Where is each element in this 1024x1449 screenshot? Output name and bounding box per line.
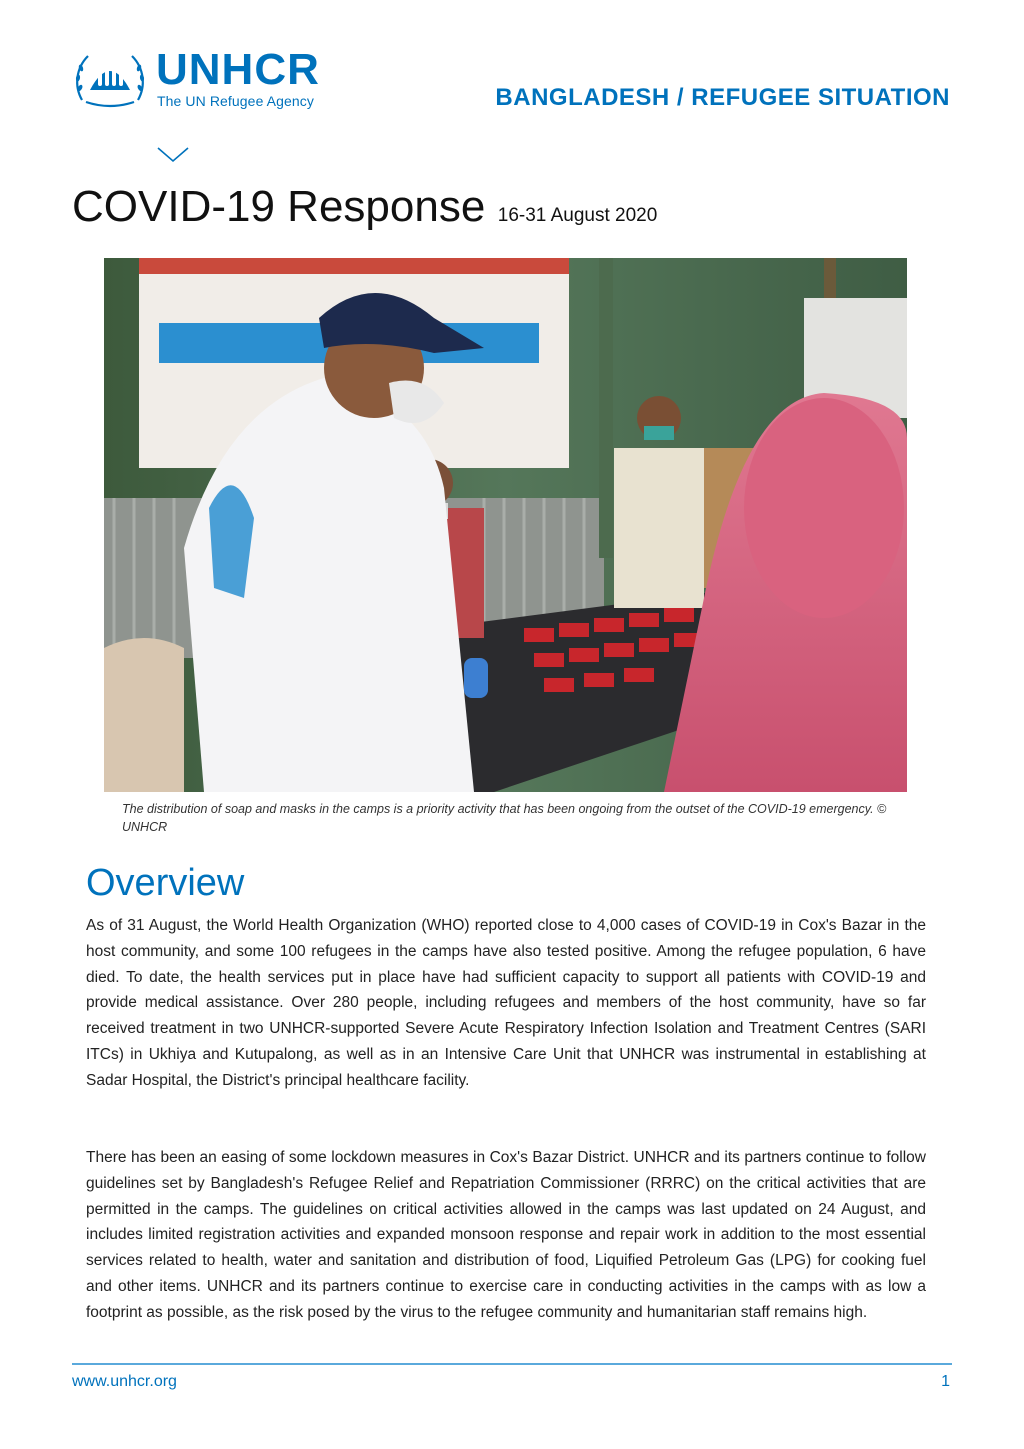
page-number: 1 [941, 1373, 950, 1390]
logo-tagline: The UN Refugee Agency [157, 93, 314, 109]
date-range: 16-31 August 2020 [497, 205, 658, 226]
unhcr-logo [72, 46, 342, 112]
cover-photo [104, 258, 907, 792]
chevron-down-icon [156, 146, 190, 164]
overview-heading: Overview [86, 862, 245, 904]
document-title: COVID-19 Response [72, 182, 486, 231]
footer-divider [72, 1363, 952, 1365]
footer-website-link[interactable]: www.unhcr.org [72, 1373, 177, 1390]
situation-label: BANGLADESH / REFUGEE SITUATION [495, 84, 950, 111]
unhcr-emblem-icon [72, 48, 148, 110]
overview-paragraph-2: There has been an easing of some lockdown measures in Cox's Bazar District. UNHCR and its partners continue to follow guidelines set by Bangladesh's Refugee Relief and Repatriation Commissioner (RRRC) on the critical activities that are permitted in the camps. The guidelines on critical activities allowed in the camps was last updated on 24 August, and includes limited registration activities and expanded monsoon response and repair work in addition to the most essential services related to health, water and sanitation and distribution of food, Liquified Petroleum Gas (LPG) for cooking fuel and other items. UNHCR and its partners continue to exercise care in conducting activities in the camps with as low a footprint as possible, as the risk posed by the virus to the refugee community and humanitarian staff remains high. [86, 1149, 926, 1321]
overview-paragraph-1: As of 31 August, the World Health Organization (WHO) reported close to 4,000 cases of COVID-19 in Cox's Bazar in the host community, and some 100 refugees in the camps have also tested positive. Among the refugee population, 6 have died. To date, the health services put in place have had sufficient capacity to support all patients with COVID-19 and provide medical assistance. Over 280 people, including refugees and members of the host community, have so far received treatment in two UNHCR-supported Severe Acute Respiratory Infection Isolation and Treatment Centres (SARI ITCs) in Ukhiya and Kutupalong, as well as in an Intensive Care Unit that UNHCR was instrumental in establishing at Sadar Hospital, the District's principal healthcare facility. [86, 917, 926, 1089]
logo-wordmark: UNHCR [156, 45, 320, 94]
page-title [72, 182, 657, 232]
photo-caption: The distribution of soap and masks in the camps is a priority activity that has been ongoing from the outset of the COVID-19 emergency. © UNHCR [122, 802, 887, 834]
